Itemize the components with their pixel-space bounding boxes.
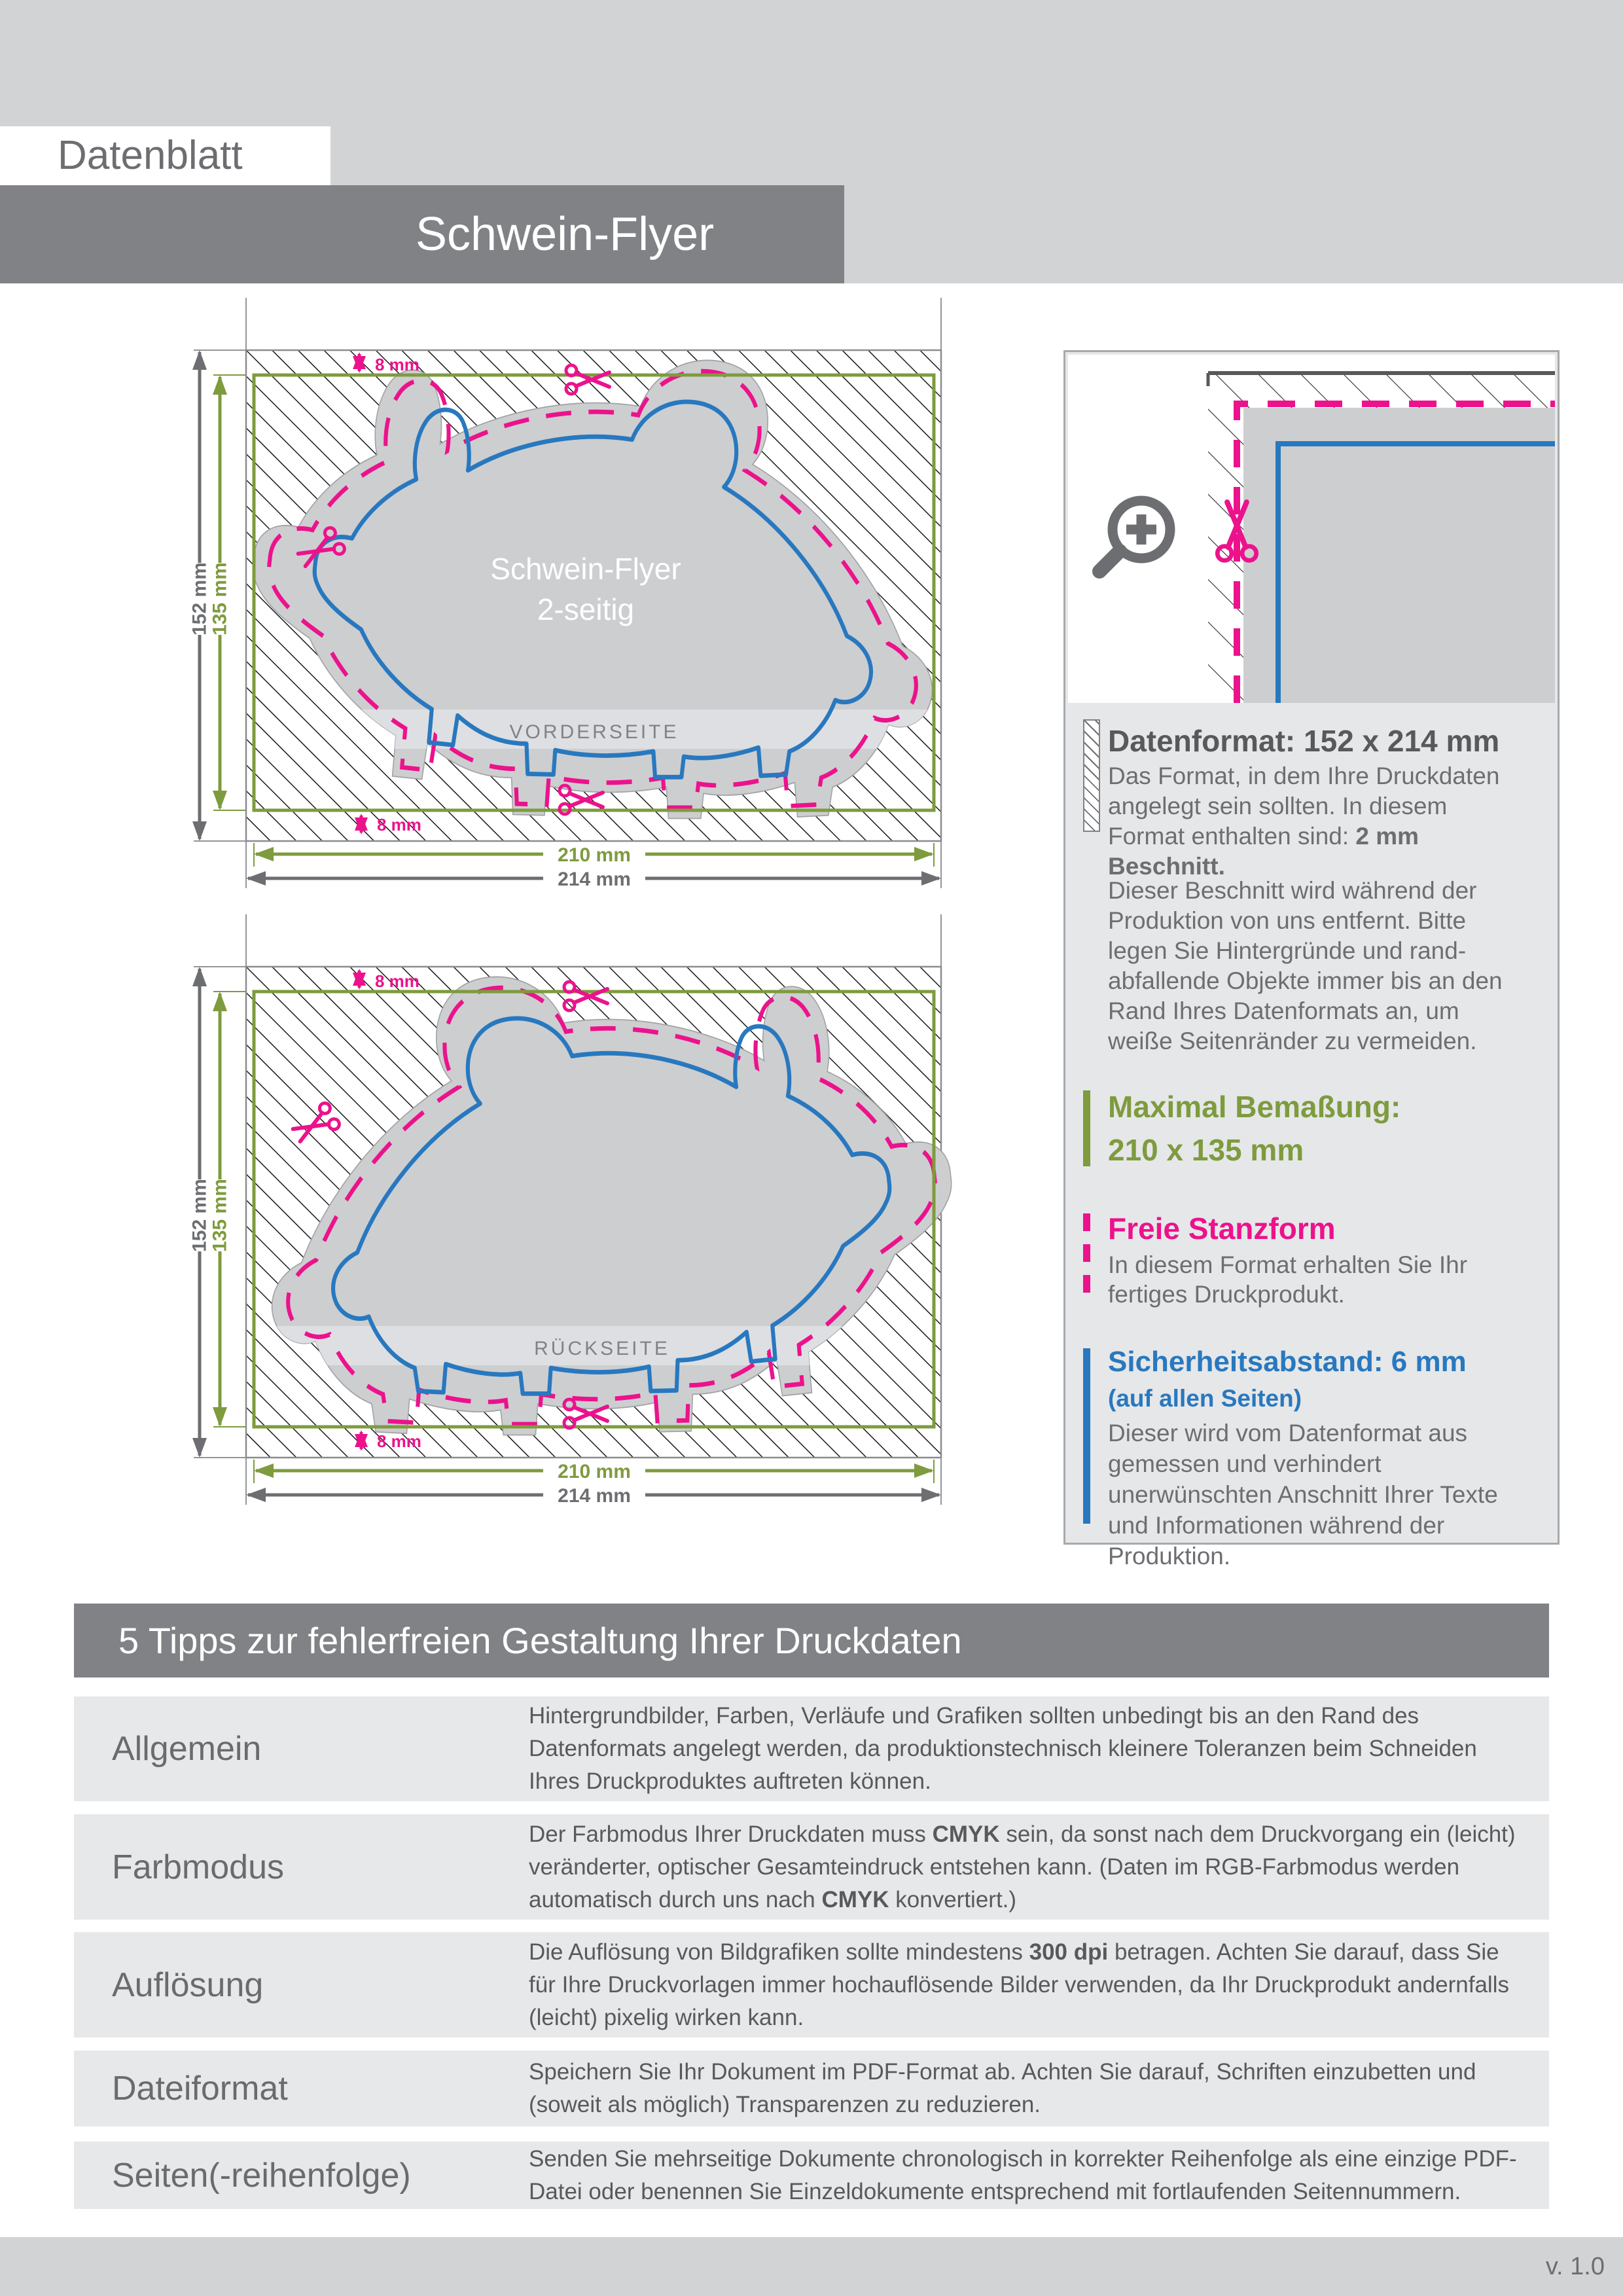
- sicherheit-heading: Sicherheitsabstand: 6 mm: [1108, 1346, 1467, 1378]
- height-inner-dim: [209, 377, 231, 808]
- tip-row-aufloesung: [74, 1932, 1549, 2037]
- pig-title-line2: 2-seitig: [537, 592, 635, 626]
- sicherheit-body: Dieser wird vom Datenformat aus gemessen und verhindert unerwünschten Anschnitt Ihrer Texte und Informationen während der Produktion.: [1108, 1420, 1498, 1570]
- tip-row-farbmodus: [74, 1814, 1549, 1920]
- version-label: v. 1.0: [1545, 2253, 1605, 2280]
- pig-title-line1: Schwein-Flyer: [490, 552, 681, 586]
- tip-text: Hintergrundbilder, Farben, Verläufe und Grafiken sollten unbedingt bis an den Rand des Datenformats angelegt werden, da produktionstechnisch kleinere Toleranzen beim Schneiden Ihres Druckproduktes auftreten können.: [529, 1703, 1477, 1794]
- width-outer-dim: [248, 1485, 939, 1507]
- tip-row-allgemein: [74, 1696, 1549, 1801]
- bemassung-heading-line1: Maximal Bemaßung:: [1108, 1090, 1401, 1124]
- tip-text: Die Auflösung von Bildgrafiken sollte mindestens 300 dpi betragen. Achten Sie darauf, dass Sie für Ihre Druckvorlagen immer hochauflösende Bilder verwenden, da Ihr Druckprodukt andernfalls (leicht) pixelig wirken kann.: [529, 1939, 1509, 2030]
- sicherheit-subheading: (auf allen Seiten): [1108, 1385, 1302, 1412]
- tip-label: Auflösung: [112, 1965, 264, 2004]
- width-outer-label: 214 mm: [558, 1485, 631, 1507]
- width-outer-dim: [248, 869, 939, 890]
- tip-label: Seiten(-reihenfolge): [112, 2156, 411, 2195]
- datenformat-body2: Dieser Beschnitt wird während der Produktion von uns entfernt. Bitte legen Sie Hintergründe und rand- abfallende Objekte immer bis an den Rand Ihres Datenformats an, um weiße Seitenränder zu vermeiden.: [1108, 877, 1503, 1054]
- bemassung-heading-line2: 210 x 135 mm: [1108, 1133, 1304, 1167]
- magnifier-plus-icon: [1099, 501, 1170, 571]
- bleed-bottom-label: 8 mm: [377, 1431, 421, 1451]
- tip-label: Allgemein: [112, 1730, 262, 1768]
- width-inner-dim: [256, 844, 932, 866]
- zoom-detail-box: [1068, 355, 1555, 703]
- stanzform-heading: Freie Stanzform: [1108, 1211, 1336, 1246]
- height-inner-dim: [209, 994, 231, 1425]
- doc-type-label: [0, 126, 330, 185]
- tip-label: Farbmodus: [112, 1848, 284, 1886]
- info-sidebar: [1063, 350, 1560, 1570]
- doc-type-text: Datenblatt: [58, 133, 243, 178]
- back-diagram: [183, 905, 955, 1533]
- tip-label: Dateiformat: [112, 2070, 288, 2108]
- detail-product-area: [1243, 408, 1555, 703]
- height-outer-dim: [189, 969, 211, 1456]
- bleed-top-label: 8 mm: [375, 971, 419, 991]
- width-inner-label: 210 mm: [558, 844, 631, 866]
- height-outer-dim: [189, 352, 211, 839]
- front-side-label: VORDERSEITE: [509, 721, 679, 743]
- safety-bar: [1083, 1348, 1090, 1524]
- tips-heading: 5 Tipps zur fehlerfreien Gestaltung Ihrer Druckdaten: [118, 1620, 962, 1661]
- tip-row-dateiformat: [74, 2051, 1549, 2126]
- bleed-bottom-label: 8 mm: [377, 815, 421, 834]
- die-cut-dash-bar: [1083, 1213, 1090, 1295]
- product-title-bar: [0, 185, 844, 283]
- width-inner-dim: [256, 1461, 932, 1482]
- front-diagram: [183, 288, 955, 916]
- tips-header-bar: [74, 1604, 1549, 1677]
- bleed-hatch-swatch-icon: [1083, 719, 1100, 832]
- datenformat-body: Das Format, in dem Ihre Druckdaten angelegt sein sollten. In diesem Format enthalten sind: 2 mm Beschnitt.: [1108, 762, 1500, 880]
- footer-bar: [0, 2237, 1623, 2296]
- width-outer-label: 214 mm: [558, 869, 631, 890]
- datenformat-heading: Datenformat: 152 x 214 mm: [1108, 724, 1500, 758]
- height-outer-label: 152 mm: [188, 562, 211, 636]
- stanzform-body: In diesem Format erhalten Sie Ihr fertiges Druckprodukt.: [1108, 1251, 1468, 1308]
- bleed-top-label: 8 mm: [375, 355, 419, 374]
- back-side-label: RÜCKSEITE: [534, 1338, 670, 1359]
- tip-text: Senden Sie mehrseitige Dokumente chronologisch in korrekter Reihenfolge als eine einzige PDF-Datei oder benennen Sie Einzeldokumente entsprechend mit fortlaufenden Seitennummern.: [529, 2145, 1517, 2204]
- tip-row-seitenreihenfolge: [74, 2142, 1549, 2209]
- max-dimension-bar: [1083, 1090, 1090, 1166]
- tip-text: Speichern Sie Ihr Dokument im PDF-Format ab. Achten Sie darauf, Schriften einzubetten und (soweit als möglich) Transparenzen zu reduzieren.: [529, 2059, 1476, 2117]
- height-inner-label: 135 mm: [209, 562, 231, 636]
- tip-text: Der Farbmodus Ihrer Druckdaten muss CMYK sein, da sonst nach dem Druckvorgang ein (leicht) veränderter, optischer Gesamteindruck entstehen kann. (Daten im RGB-Farbmodus werden automatisch durch uns nach CMYK konvertiert.): [529, 1821, 1516, 1912]
- zoom-detail-graphic: [1068, 355, 1555, 703]
- product-title-text: Schwein-Flyer: [416, 208, 715, 260]
- width-inner-label: 210 mm: [558, 1461, 631, 1482]
- height-inner-label: 135 mm: [209, 1179, 231, 1252]
- height-outer-label: 152 mm: [188, 1179, 211, 1252]
